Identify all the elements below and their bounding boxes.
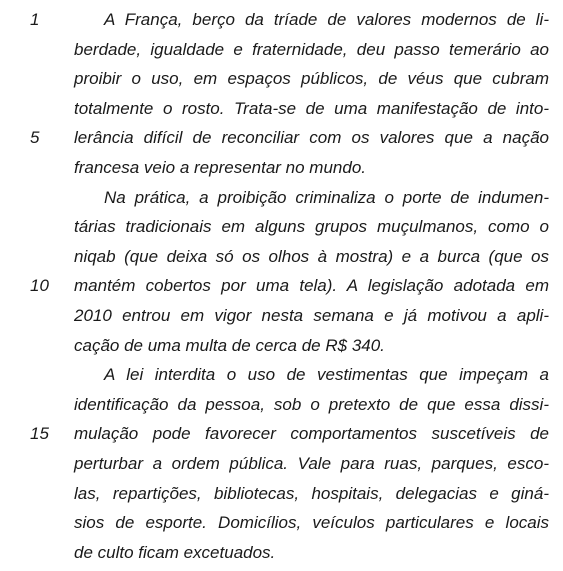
text-line [0, 153, 563, 182]
text-line [0, 64, 563, 93]
text-line [0, 94, 563, 123]
text-line [0, 5, 563, 34]
line-text: proibir o uso, em espaços públicos, de véus que cubram [74, 69, 549, 89]
text-line [0, 212, 563, 241]
line-text: de culto ficam excetuados. [74, 542, 276, 562]
text-line [0, 508, 563, 537]
line-text: 2010 entrou em vigor nesta semana e já motivou a apli- [74, 306, 549, 325]
text-line [0, 538, 563, 567]
line-text: A França, berço da tríade de valores modernos de li- [104, 10, 549, 29]
line-number: 5 [30, 128, 40, 148]
text-line [0, 360, 563, 389]
line-text: francesa veio a representar no mundo. [74, 158, 367, 177]
line-number: 10 [30, 276, 49, 296]
text-line [0, 331, 563, 360]
text-line [0, 449, 563, 478]
line-number: 1 [30, 10, 40, 29]
text-line [0, 271, 563, 300]
line-text: perturbar a ordem pública. Vale para ruas, parques, esco- [74, 454, 549, 473]
text-line [0, 301, 563, 330]
line-text: identificação da pessoa, sob o pretexto de que essa dissi- [74, 394, 549, 414]
line-text: sios de esporte. Domicílios, veículos particulares e locais [74, 513, 549, 533]
line-text: tárias tradicionais em alguns grupos muçulmanos, como o [74, 217, 549, 237]
text-line [0, 35, 563, 64]
text-line [0, 479, 563, 508]
line-number: 15 [30, 424, 49, 444]
text-line [0, 183, 563, 212]
line-text: berdade, igualdade e fraternidade, deu passo temerário ao [74, 39, 549, 59]
line-text: totalmente o rosto. Trata-se de uma manifestação de into- [74, 98, 549, 118]
line-text: cação de uma multa de cerca de R$ 340. [74, 335, 385, 355]
text-line [0, 390, 563, 419]
line-text: las, repartições, bibliotecas, hospitais, delegacias e giná- [74, 483, 549, 503]
line-text: niqab (que deixa só os olhos à mostra) e a burca (que os [74, 246, 549, 266]
text-line [0, 123, 563, 152]
text-line [0, 242, 563, 271]
line-text: mantém cobertos por uma tela). A legislação adotada em [74, 276, 549, 296]
line-text: A lei interdita o uso de vestimentas que impeçam a [104, 365, 549, 385]
text-line [0, 419, 563, 448]
line-text: lerância difícil de reconciliar com os valores que a nação [74, 128, 549, 148]
line-text: mulação pode favorecer comportamentos suscetíveis de [74, 424, 549, 444]
line-text: Na prática, a proibição criminaliza o porte de indumen- [104, 187, 549, 207]
